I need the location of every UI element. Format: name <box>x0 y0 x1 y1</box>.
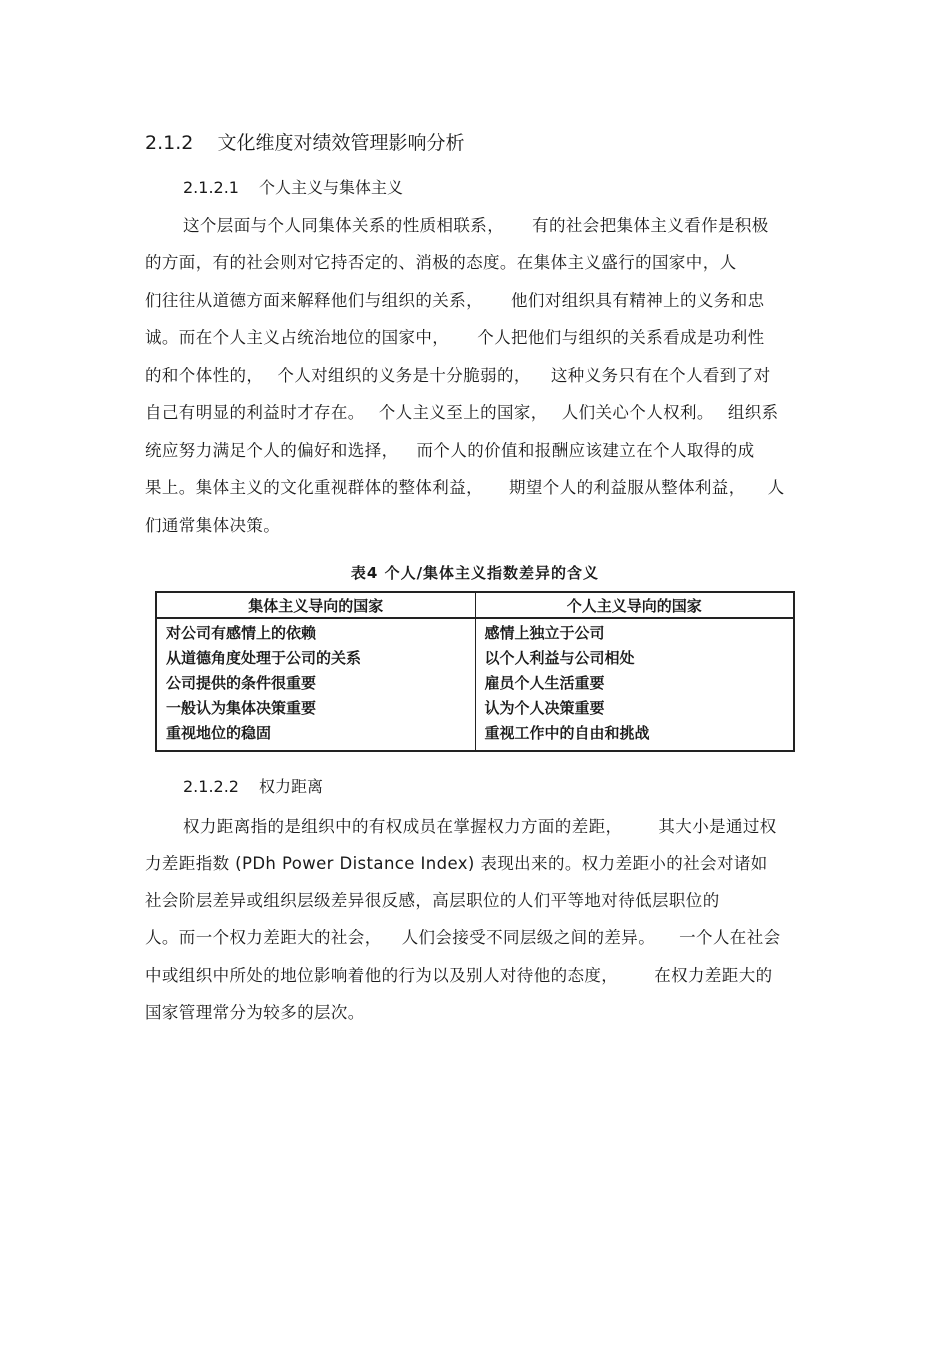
text-run: 人 <box>767 478 785 497</box>
text-run: 统应努力满足个人的偏好和选择， <box>145 441 399 460</box>
text-run: 这个层面与个人同集体关系的性质相联系， <box>183 216 505 235</box>
text-run: 们通常集体决策。 <box>145 516 281 535</box>
text-run: 其大小是通过权 <box>658 817 777 836</box>
text-run: 的和个体性的， <box>145 366 264 385</box>
section-number: 2.1.2 <box>145 132 194 154</box>
list-item: 雇员个人生活重要 <box>484 674 605 692</box>
paragraph-line <box>145 962 773 986</box>
table-header-row <box>156 592 794 618</box>
paragraph-line <box>145 924 781 948</box>
text-run: 人们关心个人权利。 <box>561 403 714 422</box>
text-run: 中或组织中所处的地位影响着他的行为以及别人对待他的态度， <box>145 966 619 985</box>
paragraph-line <box>145 324 765 348</box>
paragraph-line <box>145 887 720 911</box>
text-run: 们往往从道德方面来解释他们与组织的关系， <box>145 291 483 310</box>
paragraph-line <box>145 512 280 536</box>
list-item: 以个人利益与公司相处 <box>484 649 635 667</box>
text-run: 个人把他们与组织的关系看成是功利性 <box>477 328 765 347</box>
text-run: 在权力差距大的 <box>654 966 773 985</box>
list-item: 一般认为集体决策重要 <box>166 699 317 717</box>
column-header: 个人主义导向的国家 <box>475 592 794 618</box>
paragraph-line <box>183 212 769 236</box>
paragraph-line <box>145 249 737 273</box>
list-item: 从道德角度处理于公司的关系 <box>166 649 362 667</box>
text-run: 果上。集体主义的文化重视群体的整体利益， <box>145 478 483 497</box>
text-run: 组织系 <box>727 403 779 422</box>
text-run: 而个人的价值和报酬应该建立在个人取得的成 <box>416 441 755 460</box>
text-run: 自己有明显的利益时才存在。 <box>145 403 365 422</box>
text-run: 一个人在社会 <box>679 928 781 947</box>
column-header: 集体主义导向的国家 <box>156 592 475 618</box>
comparison-table <box>155 591 795 752</box>
paragraph-line <box>183 813 777 837</box>
paragraph-line <box>145 474 785 498</box>
text-run: 国家管理常分为较多的层次。 <box>145 1003 365 1022</box>
table-row <box>156 618 794 751</box>
list-item: 感情上独立于公司 <box>484 624 605 642</box>
text-run: 他们对组织具有精神上的义务和忠 <box>511 291 765 310</box>
text-run: 人。而一个权力差距大的社会， <box>145 928 382 947</box>
text-run: 个人主义至上的国家， <box>378 403 548 422</box>
subsection-number: 2.1.2.2 <box>183 777 239 796</box>
list-item: 重视工作中的自由和挑战 <box>484 724 650 742</box>
text-run: 这种义务只有在个人看到了对 <box>550 366 771 385</box>
text-run: 社会阶层差异或组织层级差异很反感，高层职位的人们平等地对待低层职位的 <box>145 891 720 910</box>
list-item: 认为个人决策重要 <box>484 699 605 717</box>
list-item: 对公司有感情上的依赖 <box>166 624 317 642</box>
table-cell-collectivist <box>156 618 475 751</box>
table-cell-individualist <box>475 618 794 751</box>
subsection-heading-2 <box>183 774 323 797</box>
text-run: 诚。而在个人主义占统治地位的国家中， <box>145 328 450 347</box>
subsection-title: 个人主义与集体主义 <box>259 178 404 197</box>
text-run: 个人对组织的义务是十分脆弱的， <box>277 366 531 385</box>
text-run: 权力距离指的是组织中的有权成员在掌握权力方面的差距， <box>183 817 623 836</box>
text-run: 有的社会把集体主义看作是积极 <box>532 216 769 235</box>
paragraph-line <box>145 999 365 1023</box>
list-item: 重视地位的稳固 <box>166 724 272 742</box>
paragraph-line <box>145 850 768 874</box>
paragraph-line <box>145 399 779 423</box>
paragraph-line <box>145 437 755 461</box>
section-title: 文化维度对绩效管理影响分析 <box>217 132 465 154</box>
paragraph-line <box>145 287 765 311</box>
text-run: 力差距指数 (PDh Power Distance Index) 表现出来的。权力差距小的社会对诸如 <box>145 854 768 873</box>
text-run: 期望个人的利益服从整体利益， <box>509 478 746 497</box>
subsection-heading-1 <box>183 175 403 198</box>
table-caption: 表4 个人/集体主义指数差异的含义 <box>350 564 600 582</box>
text-run: 人们会接受不同层级之间的差异。 <box>401 928 656 947</box>
section-heading <box>145 128 465 155</box>
subsection-number: 2.1.2.1 <box>183 178 239 197</box>
list-item: 公司提供的条件很重要 <box>166 674 317 692</box>
text-run: 的方面，有的社会则对它持否定的、消极的态度。在集体主义盛行的国家中，人 <box>145 253 737 272</box>
paragraph-line <box>145 362 771 386</box>
subsection-title: 权力距离 <box>259 777 324 796</box>
